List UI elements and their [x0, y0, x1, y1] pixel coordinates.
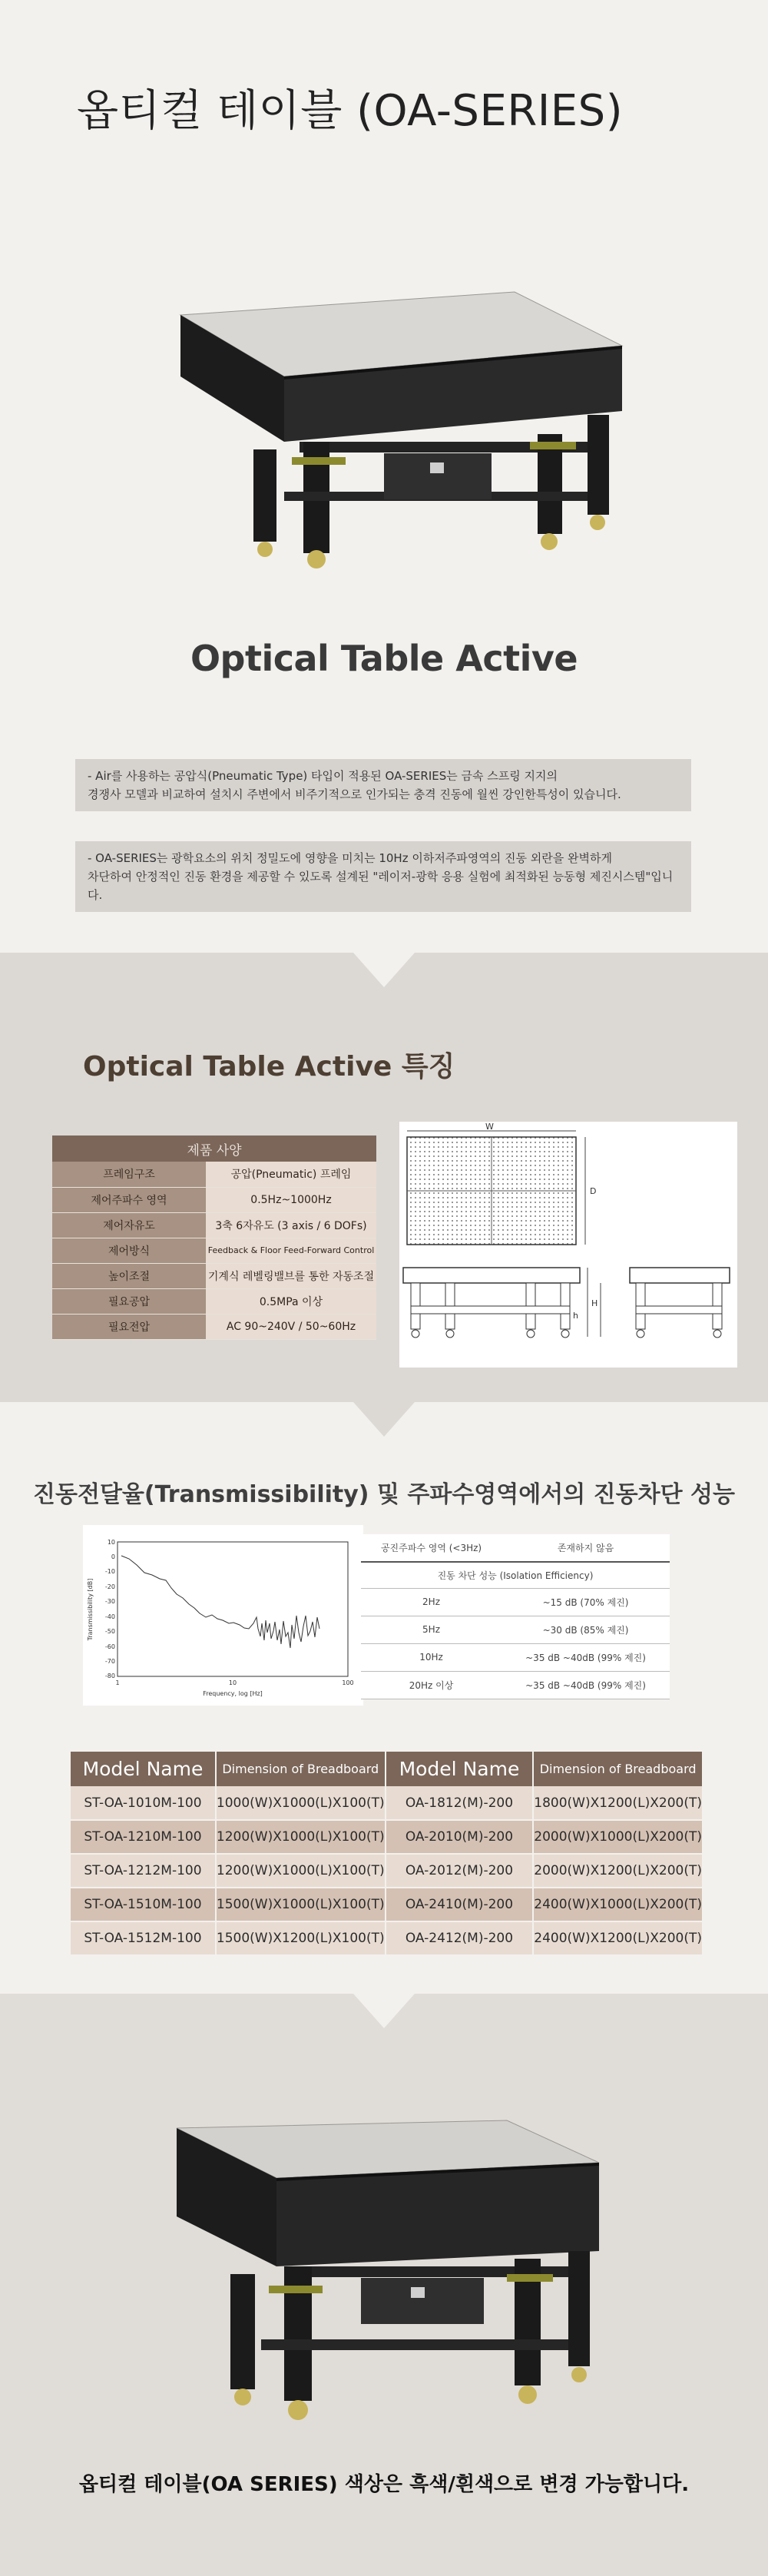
- dim-label-h: H: [591, 1298, 598, 1308]
- spec-key: 제어자유도: [52, 1212, 206, 1238]
- optical-table-image: [169, 284, 630, 576]
- y-axis-label: Transmissibility [dB]: [87, 1578, 94, 1641]
- table-row: [71, 1888, 703, 1921]
- spec-value: 공압(Pneumatic) 프레임: [206, 1162, 376, 1187]
- model-dimension: 1200(W)X1000(L)X100(T): [216, 1820, 386, 1854]
- column-header: Dimension of Breadboard: [216, 1752, 386, 1786]
- isolation-efficiency-table: [361, 1534, 670, 1699]
- model-dimension: 2000(W)X1200(L)X200(T): [533, 1854, 703, 1888]
- table-cell: 공진주파수 영역 (<3Hz): [361, 1534, 502, 1562]
- table-row: [361, 1562, 670, 1588]
- spec-value: 0.5MPa 이상: [206, 1288, 376, 1314]
- spec-key: 제어주파수 영역: [52, 1187, 206, 1212]
- y-tick: -60: [104, 1643, 115, 1650]
- optical-table-image: [154, 2109, 614, 2432]
- y-tick: -10: [104, 1568, 115, 1575]
- table-cell: 진동 차단 성능 (Isolation Efficiency): [361, 1562, 670, 1588]
- y-tick: -20: [104, 1583, 115, 1590]
- dim-label-h-small: h: [573, 1311, 578, 1321]
- spec-value: 0.5Hz~1000Hz: [206, 1187, 376, 1212]
- spec-row: [52, 1314, 376, 1339]
- model-name: ST-OA-1010M-100: [71, 1786, 216, 1820]
- spec-row: [52, 1288, 376, 1314]
- color-option-section: [0, 1994, 768, 2576]
- spec-key: 제어방식: [52, 1238, 206, 1263]
- table-row: [361, 1588, 670, 1616]
- model-name: OA-2012(M)-200: [386, 1854, 534, 1888]
- dim-label-d: D: [590, 1186, 597, 1196]
- column-header: Model Name: [386, 1752, 534, 1786]
- spec-row: [52, 1187, 376, 1212]
- spec-row: [52, 1212, 376, 1238]
- product-name: Optical Table Active: [190, 638, 578, 679]
- table-row: [361, 1616, 670, 1643]
- y-tick: 10: [107, 1539, 115, 1546]
- model-table: [71, 1752, 703, 1956]
- x-tick: 1: [115, 1679, 120, 1686]
- performance-title: 진동전달율(Transmissibility) 및 주파수영역에서의 진동차단 성능: [33, 1481, 735, 1508]
- spec-value: AC 90~240V / 50~60Hz: [206, 1314, 376, 1339]
- table-header-row: [71, 1752, 703, 1786]
- spec-row: [52, 1162, 376, 1187]
- table-row: [71, 1921, 703, 1955]
- y-tick: -70: [104, 1658, 115, 1665]
- spec-value: 기계식 레벨링밸브를 통한 자동조절: [206, 1263, 376, 1288]
- model-name: ST-OA-1510M-100: [71, 1888, 216, 1921]
- spec-table-header: 제품 사양: [52, 1135, 376, 1162]
- model-dimension: 2000(W)X1000(L)X200(T): [533, 1820, 703, 1854]
- table-cell: 20Hz 이상: [361, 1671, 502, 1699]
- model-name: OA-2412(M)-200: [386, 1921, 534, 1955]
- y-tick: 0: [111, 1553, 115, 1560]
- table-cell: 2Hz: [361, 1588, 502, 1616]
- model-dimension: 2400(W)X1200(L)X200(T): [533, 1921, 703, 1955]
- spec-table: [52, 1135, 376, 1340]
- table-cell: 10Hz: [361, 1643, 502, 1671]
- page-title: 옵티컬 테이블 (OA-SERIES): [77, 86, 624, 136]
- model-name: ST-OA-1212M-100: [71, 1854, 216, 1888]
- model-name: OA-1812(M)-200: [386, 1786, 534, 1820]
- y-tick: -40: [104, 1613, 115, 1620]
- model-dimension: 1500(W)X1000(L)X100(T): [216, 1888, 386, 1921]
- intro-section: [0, 0, 768, 953]
- table-cell: ~15 dB (70% 제진): [502, 1588, 670, 1616]
- description-text: 경쟁사 모델과 비교하여 설치시 주변에서 비주기적으로 인가되는 충격 진동에 월씬 강인한특성이 있습니다.: [88, 787, 621, 801]
- y-tick: -50: [104, 1628, 115, 1635]
- model-name: OA-2010(M)-200: [386, 1820, 534, 1854]
- section-divider-arrow: [353, 1994, 415, 2028]
- dim-label-w: W: [485, 1122, 494, 1132]
- table-row: [361, 1671, 670, 1699]
- x-tick: 10: [228, 1679, 237, 1686]
- section-divider-arrow: [353, 1402, 415, 1437]
- table-cell: 존재하지 않음: [502, 1534, 670, 1562]
- model-name: ST-OA-1210M-100: [71, 1820, 216, 1854]
- column-header: Model Name: [71, 1752, 216, 1786]
- description-text: 차단하여 안정적인 진동 환경을 제공할 수 있도록 설계된 "레이저-광학 응용 실험에 최적화된 능동형 제진시스템"입니다.: [88, 870, 674, 902]
- table-cell: 5Hz: [361, 1616, 502, 1643]
- spec-row: [52, 1238, 376, 1263]
- table-row: [71, 1820, 703, 1854]
- section-divider-arrow: [353, 953, 415, 987]
- table-row: [71, 1786, 703, 1820]
- spec-key: 필요공압: [52, 1288, 206, 1314]
- model-dimension: 1000(W)X1000(L)X100(T): [216, 1786, 386, 1820]
- spec-key: 프레임구조: [52, 1162, 206, 1187]
- description-box-2: [75, 841, 691, 912]
- table-cell: ~35 dB ~40dB (99% 제진): [502, 1671, 670, 1699]
- x-axis-label: Frequency, log [Hz]: [203, 1690, 263, 1697]
- dimension-diagram: [399, 1122, 737, 1368]
- table-row: [361, 1643, 670, 1671]
- performance-section: [0, 1402, 768, 1994]
- features-title: Optical Table Active 특징: [83, 1051, 455, 1082]
- y-tick: -80: [104, 1673, 115, 1679]
- description-box-1: [75, 759, 691, 811]
- model-name: ST-OA-1512M-100: [71, 1921, 216, 1955]
- x-tick: 100: [342, 1679, 354, 1686]
- spec-key: 필요전압: [52, 1314, 206, 1339]
- y-tick: -30: [104, 1598, 115, 1605]
- transmissibility-graph: [83, 1525, 363, 1706]
- table-row: [361, 1534, 670, 1562]
- model-dimension: 1200(W)X1000(L)X100(T): [216, 1854, 386, 1888]
- model-dimension: 1500(W)X1200(L)X100(T): [216, 1921, 386, 1955]
- description-text: - OA-SERIES는 광학요소의 위치 정밀도에 영향을 미치는 10Hz 이하저주파영역의 진동 외란을 완벽하게: [88, 851, 612, 865]
- table-cell: ~35 dB ~40dB (99% 제진): [502, 1643, 670, 1671]
- spec-value: Feedback & Floor Feed-Forward Control: [206, 1238, 376, 1263]
- spec-key: 높이조절: [52, 1263, 206, 1288]
- model-dimension: 1800(W)X1200(L)X200(T): [533, 1786, 703, 1820]
- table-row: [71, 1854, 703, 1888]
- description-text: - Air를 사용하는 공압식(Pneumatic Type) 타입이 적용된 OA-SERIES는 금속 스프링 지지의: [88, 769, 558, 783]
- column-header: Dimension of Breadboard: [533, 1752, 703, 1786]
- model-dimension: 2400(W)X1000(L)X200(T): [533, 1888, 703, 1921]
- spec-value: 3축 6자유도 (3 axis / 6 DOFs): [206, 1212, 376, 1238]
- color-option-note: 옵티컬 테이블(OA SERIES) 색상은 흑색/흰색으로 변경 가능합니다.: [78, 2473, 690, 2496]
- spec-row: [52, 1263, 376, 1288]
- table-cell: ~30 dB (85% 제진): [502, 1616, 670, 1643]
- features-section: [0, 953, 768, 1402]
- model-name: OA-2410(M)-200: [386, 1888, 534, 1921]
